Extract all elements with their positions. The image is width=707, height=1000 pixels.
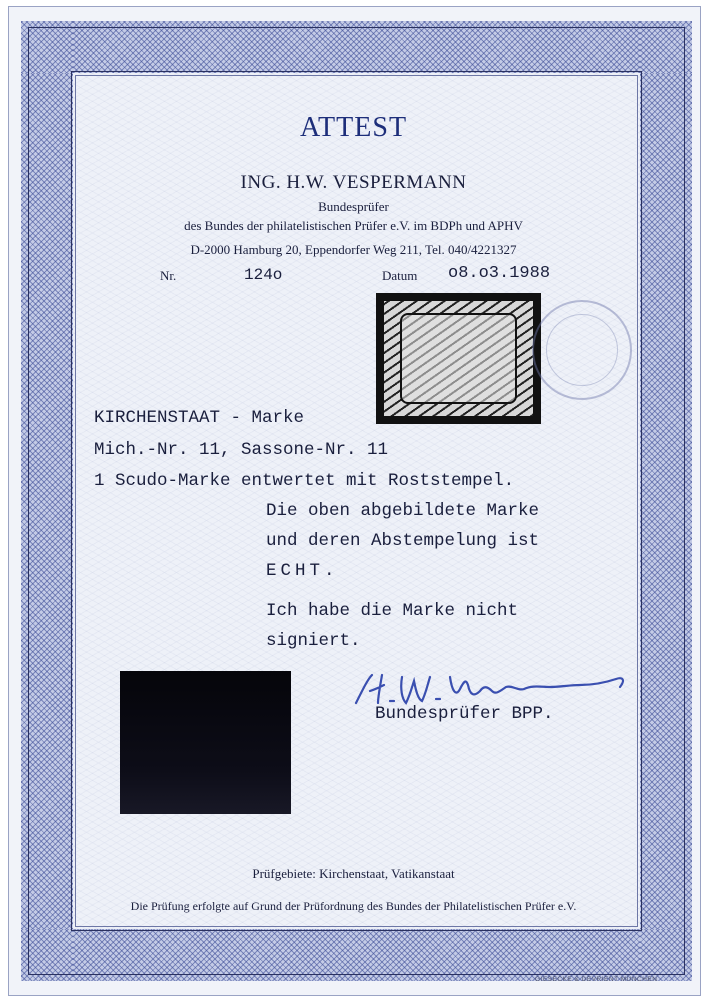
examiner-name: ING. H.W. VESPERMANN <box>240 172 467 193</box>
examination-rules-note: Die Prüfung erfolgte auf Grund der Prüfordnung des Bundes der Philatelistischen Prüfer e.V. <box>130 899 577 913</box>
body-line-8: signiert. <box>266 631 361 651</box>
date-label: Datum <box>382 268 418 283</box>
printer-imprint: GIESECKE & DEVRIENT MÜNCHEN <box>535 976 658 983</box>
echt-statement: ECHT. <box>266 561 339 581</box>
embossed-seal <box>532 300 632 400</box>
body-line-1: KIRCHENSTAAT - Marke <box>94 408 305 428</box>
examination-areas: Prüfgebiete: Kirchenstaat, Vatikanstaat <box>252 866 455 881</box>
reverse-photo <box>120 671 291 814</box>
signature-caption: Bundesprüfer BPP. <box>375 704 554 724</box>
examiner-association: des Bundes der philatelistischen Prüfer e.V. im BDPh und APHV <box>184 218 523 233</box>
body-line-2: Mich.-Nr. 11, Sassone-Nr. 11 <box>94 440 389 460</box>
body-line-7: Ich habe die Marke nicht <box>266 601 519 621</box>
certificate-number: 124o <box>244 266 283 284</box>
stamp-image <box>384 301 533 416</box>
body-line-5: und deren Abstempelung ist <box>266 531 540 551</box>
certificate-date: o8.o3.1988 <box>448 264 551 283</box>
stamp-photo <box>376 293 541 424</box>
body-line-3: 1 Scudo-Marke entwertet mit Roststempel. <box>94 471 515 491</box>
number-label: Nr. <box>160 268 177 283</box>
body-line-4: Die oben abgebildete Marke <box>266 501 540 521</box>
examiner-address: D-2000 Hamburg 20, Eppendorfer Weg 211, Tel. 040/4221327 <box>190 242 517 257</box>
examiner-role: Bundesprüfer <box>318 199 389 214</box>
certificate-title: ATTEST <box>299 112 408 143</box>
